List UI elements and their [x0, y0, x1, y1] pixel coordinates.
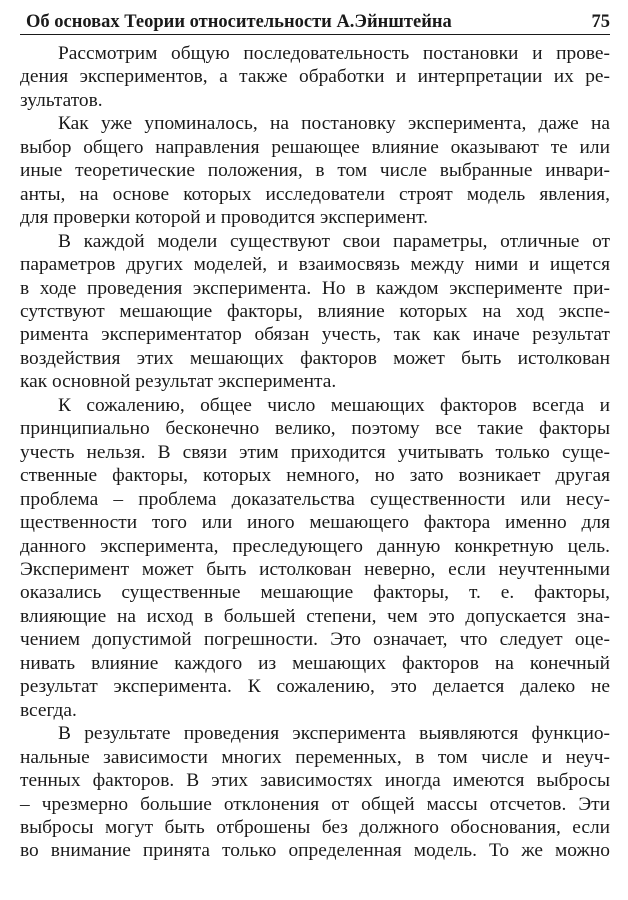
text-line: параметров других моделей, и взаимосвязь между ними и ищется	[20, 254, 610, 276]
text-line: ственные факторы, которых немного, но зато возникает другая	[20, 465, 610, 487]
text-line: Как уже упоминалось, на постановку эксперимента, даже на	[58, 113, 610, 135]
paragraph-1	[20, 42, 610, 112]
text-line: сутствуют мешающие факторы, влияние которых на ход экспе-	[20, 300, 610, 322]
text-line: данного эксперимента, преследующего данную конкретную цель.	[20, 535, 610, 557]
text-line: дения экспериментов, а также обработки и интерпретации их ре-	[20, 66, 610, 88]
text-line: римента экспериментатор обязан учесть, так как иначе результат	[20, 324, 610, 346]
text-line: во внимание принята только определенная модель. То же можно	[20, 840, 610, 862]
text-line: проблема – проблема доказательства существенности или несу-	[20, 488, 610, 510]
text-line: всегда.	[20, 699, 77, 721]
paragraph-3	[20, 230, 610, 394]
text-line: в ходе проведения эксперимента. Но в каждом эксперименте при-	[20, 277, 610, 299]
text-line: выбросы могут быть отброшены без должного обоснования, если	[20, 816, 610, 838]
running-title: Об основах Теории относительности А.Эйнштейна	[26, 12, 452, 32]
paragraph-5	[20, 722, 610, 863]
text-line: зультатов.	[20, 89, 103, 111]
text-line: выбор общего направления решающее влияние оказывают те или	[20, 136, 610, 158]
text-line: чением допустимой погрешности. Это означает, что следует оце-	[20, 629, 610, 651]
text-line: как основной результат эксперимента.	[20, 371, 337, 393]
text-line: результат эксперимента. К сожалению, это делается далеко не	[20, 676, 610, 698]
running-header	[20, 8, 610, 35]
page-number: 75	[591, 12, 610, 32]
text-line: тенных факторов. В этих зависимостях иногда имеются выбросы	[20, 770, 610, 792]
paragraph-4	[20, 394, 610, 722]
text-line: нивать влияние каждого из мешающих факторов на конечный	[20, 652, 610, 674]
text-line: оказались существенные мешающие факторы, т. е. факторы,	[20, 582, 610, 604]
text-line: воздействия этих мешающих факторов может быть истолкован	[20, 347, 610, 369]
text-line: нальные зависимости многих переменных, в том числе и неуч-	[20, 746, 610, 768]
text-line: В каждой модели существуют свои параметры, отличные от	[58, 230, 610, 252]
text-line: для проверки которой и проводится эксперимент.	[20, 207, 428, 229]
text-line: принципиально бесконечно велико, поэтому все такие факторы	[20, 418, 610, 440]
body-text	[20, 42, 610, 863]
text-line: – чрезмерно большие отклонения от общей массы отсчетов. Эти	[20, 793, 610, 815]
text-line: учесть нельзя. В связи этим приходится учитывать только суще-	[20, 441, 610, 463]
text-line: В результате проведения эксперимента выявляются функцио-	[58, 723, 610, 745]
text-line: Эксперимент может быть истолкован неверно, если неучтенными	[20, 558, 610, 580]
text-line: щественности того или иного мешающего фактора именно для	[20, 512, 610, 534]
paragraph-2	[20, 112, 610, 229]
text-line: влияющие на исход в большей степени, чем это допускается зна-	[20, 605, 610, 627]
text-line: иные теоретические положения, в том числе выбранные инвари-	[20, 160, 610, 182]
text-line: анты, на основе которых исследователи строят модель явления,	[20, 183, 610, 205]
text-line: К сожалению, общее число мешающих факторов всегда и	[58, 394, 610, 416]
text-line: Рассмотрим общую последовательность постановки и прове-	[58, 43, 610, 64]
